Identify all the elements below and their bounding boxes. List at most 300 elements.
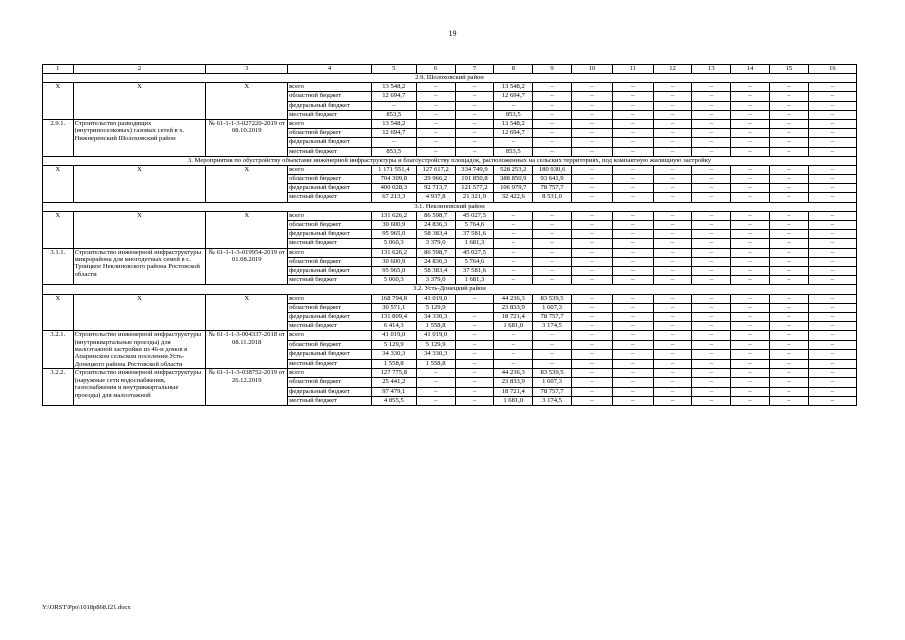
amount-cell: 45 027,5 xyxy=(455,248,494,257)
amount-cell: 131 626,2 xyxy=(371,211,416,220)
amount-cell: – xyxy=(808,312,856,321)
amount-cell: – xyxy=(533,83,572,92)
amount-cell: – xyxy=(770,266,809,275)
amount-cell: – xyxy=(416,147,455,156)
funding-source: федеральный бюджет xyxy=(288,184,372,193)
amount-cell: – xyxy=(533,221,572,230)
amount-cell: – xyxy=(808,101,856,110)
amount-cell: – xyxy=(533,257,572,266)
amount-cell: – xyxy=(770,257,809,266)
amount-cell: – xyxy=(533,239,572,248)
amount-cell: 44 236,3 xyxy=(494,294,533,303)
amount-cell: – xyxy=(455,369,494,378)
amount-cell: 41 019,0 xyxy=(416,294,455,303)
amount-cell: – xyxy=(731,369,770,378)
amount-cell: – xyxy=(612,340,653,350)
amount-cell: 4 855,5 xyxy=(371,396,416,405)
amount-cell: – xyxy=(653,378,692,387)
item-name: X xyxy=(73,165,206,202)
amount-cell: – xyxy=(571,340,612,350)
item-number: 3.2.2. xyxy=(43,369,74,406)
amount-cell: – xyxy=(770,110,809,119)
amount-cell: 400 028,3 xyxy=(371,184,416,193)
amount-cell: – xyxy=(571,378,612,387)
amount-cell: – xyxy=(653,350,692,360)
amount-cell: – xyxy=(612,147,653,156)
amount-cell: – xyxy=(731,340,770,350)
amount-cell: – xyxy=(533,119,572,128)
item-number: 3.1.1. xyxy=(43,248,74,285)
amount-cell: – xyxy=(770,312,809,321)
amount-cell: – xyxy=(371,101,416,110)
amount-cell: 1 681,3 xyxy=(455,276,494,285)
amount-cell: – xyxy=(808,239,856,248)
amount-cell: – xyxy=(692,119,731,128)
amount-cell: 5 129,9 xyxy=(416,303,455,312)
amount-cell: – xyxy=(653,184,692,193)
amount-cell: – xyxy=(494,359,533,369)
column-number: 9 xyxy=(533,65,572,74)
amount-cell: – xyxy=(533,340,572,350)
amount-cell: – xyxy=(653,369,692,378)
amount-cell: – xyxy=(653,175,692,184)
amount-cell: – xyxy=(731,110,770,119)
amount-cell: – xyxy=(571,193,612,202)
amount-cell: – xyxy=(494,340,533,350)
amount-cell: – xyxy=(692,387,731,396)
amount-cell: 127 775,8 xyxy=(371,369,416,378)
amount-cell: 30 600,9 xyxy=(371,221,416,230)
column-number: 5 xyxy=(371,65,416,74)
amount-cell: 12 694,7 xyxy=(371,92,416,101)
item-name: X xyxy=(73,83,206,120)
item-name: Строительство инженерной инфраструктуры (наружные сети водоснабжения, газоснабжения и внутриквартальные проезды) для малоэтажной xyxy=(73,369,206,406)
amount-cell: 528 253,2 xyxy=(494,165,533,174)
amount-cell: 853,5 xyxy=(494,110,533,119)
amount-cell: – xyxy=(692,359,731,369)
amount-cell: – xyxy=(653,129,692,138)
amount-cell: – xyxy=(692,340,731,350)
amount-cell: – xyxy=(731,387,770,396)
amount-cell: – xyxy=(770,184,809,193)
amount-cell: 4 937,8 xyxy=(416,193,455,202)
amount-cell: – xyxy=(494,101,533,110)
amount-cell: – xyxy=(653,387,692,396)
item-name: X xyxy=(73,211,206,248)
amount-cell: – xyxy=(770,147,809,156)
amount-cell: 41 019,0 xyxy=(371,331,416,341)
funding-source: всего xyxy=(288,119,372,128)
amount-cell: – xyxy=(653,138,692,147)
funding-source: всего xyxy=(288,369,372,378)
amount-cell: – xyxy=(612,175,653,184)
amount-cell: – xyxy=(731,322,770,331)
amount-cell: – xyxy=(571,184,612,193)
amount-cell: – xyxy=(731,239,770,248)
amount-cell: – xyxy=(808,359,856,369)
amount-cell: – xyxy=(571,359,612,369)
amount-cell: – xyxy=(416,378,455,387)
amount-cell: – xyxy=(416,396,455,405)
amount-cell: – xyxy=(731,359,770,369)
amount-cell: – xyxy=(571,147,612,156)
amount-cell: – xyxy=(571,138,612,147)
table-row xyxy=(43,248,857,257)
amount-cell: 12 694,7 xyxy=(494,92,533,101)
amount-cell: 25 441,2 xyxy=(371,378,416,387)
amount-cell: – xyxy=(653,331,692,341)
amount-cell: – xyxy=(808,110,856,119)
amount-cell: – xyxy=(533,266,572,275)
amount-cell: – xyxy=(731,248,770,257)
amount-cell: – xyxy=(494,276,533,285)
amount-cell: – xyxy=(571,387,612,396)
amount-cell: 13 548,2 xyxy=(494,83,533,92)
section-title-row xyxy=(43,74,857,83)
amount-cell: – xyxy=(692,110,731,119)
amount-cell: – xyxy=(808,184,856,193)
amount-cell: – xyxy=(653,248,692,257)
amount-cell: – xyxy=(653,230,692,239)
amount-cell: 34 330,3 xyxy=(416,312,455,321)
amount-cell: 1 558,8 xyxy=(371,359,416,369)
amount-cell: 191 850,8 xyxy=(455,175,494,184)
item-expertise: X xyxy=(206,294,288,331)
amount-cell: – xyxy=(571,350,612,360)
amount-cell: – xyxy=(612,312,653,321)
amount-cell: – xyxy=(494,266,533,275)
column-number: 14 xyxy=(731,65,770,74)
amount-cell: 92 713,7 xyxy=(416,184,455,193)
amount-cell: – xyxy=(455,350,494,360)
amount-cell: 388 850,9 xyxy=(494,175,533,184)
amount-cell: – xyxy=(571,92,612,101)
amount-cell: – xyxy=(770,294,809,303)
amount-cell: 1 607,3 xyxy=(533,378,572,387)
amount-cell: – xyxy=(653,303,692,312)
amount-cell: 127 617,2 xyxy=(416,165,455,174)
amount-cell: – xyxy=(808,129,856,138)
amount-cell: – xyxy=(455,312,494,321)
amount-cell: – xyxy=(653,147,692,156)
funding-source: федеральный бюджет xyxy=(288,266,372,275)
amount-cell: 23 833,9 xyxy=(494,378,533,387)
amount-cell: – xyxy=(808,147,856,156)
amount-cell: – xyxy=(571,239,612,248)
column-number: 10 xyxy=(571,65,612,74)
amount-cell: – xyxy=(455,138,494,147)
amount-cell: – xyxy=(455,110,494,119)
amount-cell: 13 548,2 xyxy=(494,119,533,128)
amount-cell: – xyxy=(571,211,612,220)
amount-cell: – xyxy=(808,193,856,202)
amount-cell: – xyxy=(808,303,856,312)
amount-cell: – xyxy=(612,119,653,128)
item-name: Строительство разводящих (внутрипоселковых) газовых сетей в х. Нижнеренский Шолоховский район xyxy=(73,119,206,156)
amount-cell: – xyxy=(692,221,731,230)
amount-cell: – xyxy=(494,350,533,360)
amount-cell: – xyxy=(770,193,809,202)
section-title-row xyxy=(43,156,857,165)
amount-cell: – xyxy=(571,230,612,239)
amount-cell: – xyxy=(533,92,572,101)
amount-cell: 93 641,9 xyxy=(533,175,572,184)
table-row xyxy=(43,211,857,220)
amount-cell: – xyxy=(571,165,612,174)
amount-cell: – xyxy=(455,359,494,369)
amount-cell: – xyxy=(455,129,494,138)
amount-cell: 58 383,4 xyxy=(416,266,455,275)
amount-cell: – xyxy=(653,266,692,275)
amount-cell: – xyxy=(571,303,612,312)
section-title-row xyxy=(43,202,857,211)
funding-source: всего xyxy=(288,294,372,303)
amount-cell: – xyxy=(612,257,653,266)
amount-cell: – xyxy=(808,138,856,147)
amount-cell: 1 681,3 xyxy=(455,239,494,248)
amount-cell: 1 607,3 xyxy=(533,303,572,312)
amount-cell xyxy=(455,303,494,312)
column-number: 8 xyxy=(494,65,533,74)
amount-cell: – xyxy=(731,257,770,266)
amount-cell: – xyxy=(612,211,653,220)
amount-cell: – xyxy=(612,193,653,202)
amount-cell: 18 721,4 xyxy=(494,387,533,396)
amount-cell: – xyxy=(533,359,572,369)
amount-cell: – xyxy=(455,92,494,101)
amount-cell: 13 548,2 xyxy=(371,119,416,128)
column-number: 11 xyxy=(612,65,653,74)
amount-cell: – xyxy=(533,350,572,360)
amount-cell: – xyxy=(653,119,692,128)
amount-cell: – xyxy=(612,276,653,285)
amount-cell: 131 809,4 xyxy=(371,312,416,321)
amount-cell: – xyxy=(533,230,572,239)
amount-cell: – xyxy=(770,211,809,220)
amount-cell: 24 836,3 xyxy=(416,257,455,266)
amount-cell: – xyxy=(612,239,653,248)
amount-cell: 5 129,9 xyxy=(371,340,416,350)
amount-cell: – xyxy=(371,138,416,147)
amount-cell: – xyxy=(808,211,856,220)
amount-cell: 853,5 xyxy=(494,147,533,156)
item-number: 3.2.1. xyxy=(43,331,74,369)
amount-cell: 12 694,7 xyxy=(494,129,533,138)
amount-cell: – xyxy=(731,92,770,101)
amount-cell: – xyxy=(612,138,653,147)
table-row xyxy=(43,119,857,128)
table-row xyxy=(43,369,857,378)
amount-cell: – xyxy=(416,119,455,128)
amount-cell: – xyxy=(692,294,731,303)
amount-cell: 1 171 551,4 xyxy=(371,165,416,174)
amount-cell: – xyxy=(612,331,653,341)
amount-cell: – xyxy=(770,378,809,387)
amount-cell: – xyxy=(612,387,653,396)
amount-cell: – xyxy=(731,193,770,202)
amount-cell: – xyxy=(770,350,809,360)
item-expertise: X xyxy=(206,165,288,202)
amount-cell: 83 539,5 xyxy=(533,369,572,378)
amount-cell: – xyxy=(808,396,856,405)
amount-cell: – xyxy=(770,396,809,405)
funding-source: областной бюджет xyxy=(288,257,372,266)
funding-source: федеральный бюджет xyxy=(288,350,372,360)
amount-cell: – xyxy=(692,322,731,331)
amount-cell: – xyxy=(571,257,612,266)
amount-cell: – xyxy=(612,92,653,101)
amount-cell: 21 321,9 xyxy=(455,193,494,202)
amount-cell: – xyxy=(692,101,731,110)
amount-cell: – xyxy=(692,129,731,138)
amount-cell: – xyxy=(494,248,533,257)
amount-cell: 704 309,8 xyxy=(371,175,416,184)
amount-cell: – xyxy=(770,175,809,184)
amount-cell: – xyxy=(808,350,856,360)
amount-cell: 41 019,0 xyxy=(416,331,455,341)
amount-cell: – xyxy=(653,211,692,220)
funding-source: всего xyxy=(288,211,372,220)
amount-cell: 3 174,5 xyxy=(533,396,572,405)
amount-cell: – xyxy=(571,369,612,378)
amount-cell: 5 764,6 xyxy=(455,221,494,230)
amount-cell: – xyxy=(808,175,856,184)
funding-source: местный бюджет xyxy=(288,322,372,331)
amount-cell: 67 213,3 xyxy=(371,193,416,202)
amount-cell: 168 794,8 xyxy=(371,294,416,303)
item-expertise: № 61-1-1-3-019954-2019 от 01.08.2019 xyxy=(206,248,288,285)
amount-cell: – xyxy=(731,312,770,321)
amount-cell: – xyxy=(416,83,455,92)
amount-cell: – xyxy=(731,129,770,138)
amount-cell: – xyxy=(731,101,770,110)
section-title: 3. Мероприятия по обустройству объектами инженерной инфраструктуры и благоустройству площадок, расположенных на сельских территориях, под компактную жилищную застройку xyxy=(43,156,857,165)
amount-cell: 131 626,2 xyxy=(371,248,416,257)
amount-cell: – xyxy=(770,119,809,128)
funding-source: федеральный бюджет xyxy=(288,101,372,110)
amount-cell: – xyxy=(653,359,692,369)
amount-cell: – xyxy=(612,396,653,405)
funding-source: федеральный бюджет xyxy=(288,312,372,321)
amount-cell: – xyxy=(612,350,653,360)
amount-cell: 34 330,3 xyxy=(371,350,416,360)
amount-cell: – xyxy=(770,239,809,248)
amount-cell: – xyxy=(653,396,692,405)
amount-cell: – xyxy=(612,83,653,92)
amount-cell: – xyxy=(494,221,533,230)
amount-cell: – xyxy=(533,129,572,138)
amount-cell: – xyxy=(731,165,770,174)
funding-source: всего xyxy=(288,83,372,92)
amount-cell: – xyxy=(808,387,856,396)
amount-cell: – xyxy=(770,340,809,350)
amount-cell: – xyxy=(731,396,770,405)
amount-cell: 78 757,7 xyxy=(533,312,572,321)
amount-cell: – xyxy=(692,147,731,156)
amount-cell: – xyxy=(808,369,856,378)
funding-source: областной бюджет xyxy=(288,92,372,101)
amount-cell: 86 598,7 xyxy=(416,211,455,220)
amount-cell: – xyxy=(653,322,692,331)
item-number: X xyxy=(43,211,74,248)
amount-cell: – xyxy=(455,387,494,396)
column-number: 3 xyxy=(206,65,288,74)
amount-cell: – xyxy=(731,138,770,147)
amount-cell: 44 236,3 xyxy=(494,369,533,378)
item-number: X xyxy=(43,165,74,202)
amount-cell: – xyxy=(533,276,572,285)
column-number: 1 xyxy=(43,65,74,74)
amount-cell: – xyxy=(571,248,612,257)
amount-cell: – xyxy=(494,138,533,147)
amount-cell: – xyxy=(692,369,731,378)
amount-cell: – xyxy=(692,211,731,220)
amount-cell: – xyxy=(731,331,770,341)
amount-cell: – xyxy=(416,369,455,378)
amount-cell: – xyxy=(808,378,856,387)
funding-source: всего xyxy=(288,331,372,341)
amount-cell: – xyxy=(571,294,612,303)
amount-cell: – xyxy=(612,266,653,275)
item-name: X xyxy=(73,294,206,331)
amount-cell: – xyxy=(808,340,856,350)
amount-cell: 95 965,0 xyxy=(371,230,416,239)
amount-cell: – xyxy=(455,396,494,405)
item-number: X xyxy=(43,294,74,331)
amount-cell: – xyxy=(571,221,612,230)
amount-cell: – xyxy=(692,175,731,184)
amount-cell: – xyxy=(653,340,692,350)
amount-cell: – xyxy=(692,331,731,341)
amount-cell: 29 966,2 xyxy=(416,175,455,184)
amount-cell: – xyxy=(808,83,856,92)
amount-cell: 78 757,7 xyxy=(533,184,572,193)
amount-cell: – xyxy=(494,239,533,248)
item-expertise: № 61-1-1-3-004337-2018 от 08.11.2018 xyxy=(206,331,288,369)
amount-cell: – xyxy=(770,331,809,341)
amount-cell: – xyxy=(533,147,572,156)
amount-cell: – xyxy=(455,340,494,350)
amount-cell: 34 330,3 xyxy=(416,350,455,360)
amount-cell: – xyxy=(731,378,770,387)
amount-cell: – xyxy=(692,257,731,266)
amount-cell: – xyxy=(770,276,809,285)
column-number: 13 xyxy=(692,65,731,74)
amount-cell: 24 836,3 xyxy=(416,221,455,230)
amount-cell: – xyxy=(731,276,770,285)
amount-cell: – xyxy=(571,119,612,128)
amount-cell: 97 479,1 xyxy=(371,387,416,396)
amount-cell: – xyxy=(612,294,653,303)
amount-cell: – xyxy=(653,101,692,110)
amount-cell: 30 600,9 xyxy=(371,257,416,266)
item-expertise: X xyxy=(206,211,288,248)
amount-cell: – xyxy=(731,184,770,193)
amount-cell: – xyxy=(612,184,653,193)
amount-cell: – xyxy=(653,221,692,230)
table-row xyxy=(43,294,857,303)
column-number: 12 xyxy=(653,65,692,74)
funding-source: областной бюджет xyxy=(288,303,372,312)
funding-source: местный бюджет xyxy=(288,239,372,248)
amount-cell: 37 581,6 xyxy=(455,266,494,275)
amount-cell: 6 414,3 xyxy=(371,322,416,331)
amount-cell: 853,5 xyxy=(371,110,416,119)
amount-cell: – xyxy=(571,266,612,275)
amount-cell: – xyxy=(416,110,455,119)
amount-cell: 1 558,8 xyxy=(416,359,455,369)
funding-source: федеральный бюджет xyxy=(288,138,372,147)
